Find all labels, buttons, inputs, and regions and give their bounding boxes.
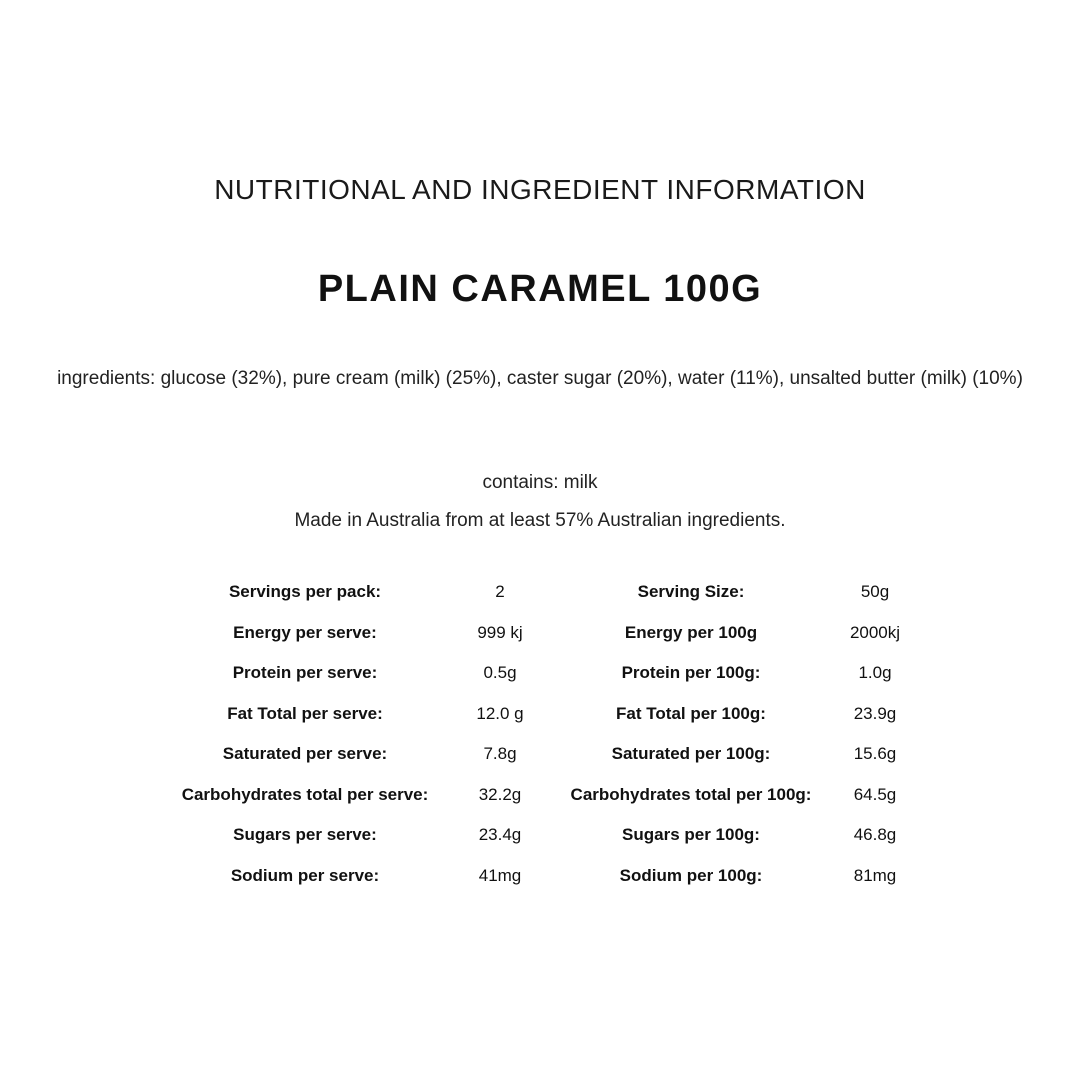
nutrient-value-per-serve: 12.0 g: [476, 703, 524, 723]
nutrient-value-per-serve: 999 kj: [477, 622, 523, 642]
nutrient-value-per-100g: 64.5g: [853, 784, 897, 804]
product-title: PLAIN CARAMEL 100G: [317, 268, 763, 310]
nutrition-row: [0, 694, 1080, 735]
nutrient-value-per-serve: 2: [495, 582, 505, 601]
section-heading: NUTRITIONAL AND INGREDIENT INFORMATION: [214, 174, 866, 205]
nutrient-label-per-100g: Saturated per 100g:: [611, 744, 771, 763]
nutrition-row: [0, 653, 1080, 694]
nutrition-row: [0, 572, 1080, 613]
nutrient-value-per-serve: 7.8g: [483, 744, 517, 763]
nutrient-value-per-100g: 15.6g: [853, 744, 897, 763]
nutrient-label-per-100g: Energy per 100g: [624, 622, 758, 642]
nutrient-label-per-serve: Energy per serve:: [233, 622, 377, 642]
ingredients-text: ingredients: glucose (32%), pure cream (milk) (25%), caster sugar (20%), water (11%), unsalted butter (milk) (10%): [57, 368, 1023, 389]
nutrient-label-per-serve: Protein per serve:: [232, 663, 378, 682]
nutrient-label-per-100g: Sugars per 100g:: [622, 825, 760, 844]
nutrition-row: [0, 856, 1080, 897]
nutrient-value-per-serve: 41mg: [478, 865, 522, 885]
nutrient-value-per-100g: 23.9g: [853, 703, 897, 723]
nutrient-label-per-100g: Sodium per 100g:: [619, 865, 763, 885]
nutrient-value-per-100g: 46.8g: [853, 825, 897, 844]
nutrient-label-per-100g: Serving Size:: [637, 582, 745, 601]
nutrient-label-per-serve: Carbohydrates total per serve:: [181, 784, 429, 804]
nutrient-value-per-100g: 2000kj: [849, 622, 901, 642]
nutrition-row: [0, 613, 1080, 654]
allergen-statement: contains: milk: [482, 472, 598, 493]
nutrition-row: [0, 815, 1080, 856]
nutrient-value-per-100g: 1.0g: [858, 663, 892, 682]
nutrition-row: [0, 775, 1080, 816]
nutrient-label-per-serve: Servings per pack:: [228, 582, 382, 601]
nutrient-label-per-serve: Sodium per serve:: [230, 865, 380, 885]
nutrient-label-per-100g: Protein per 100g:: [621, 663, 761, 682]
nutrition-row: [0, 734, 1080, 775]
nutrient-value-per-100g: 50g: [860, 582, 890, 601]
nutrient-label-per-serve: Sugars per serve:: [233, 825, 377, 844]
nutrient-label-per-100g: Carbohydrates total per 100g:: [570, 784, 812, 804]
country-of-origin-statement: Made in Australia from at least 57% Australian ingredients.: [294, 510, 786, 531]
nutrient-label-per-100g: Fat Total per 100g:: [616, 703, 766, 723]
nutrient-value-per-100g: 81mg: [853, 865, 897, 885]
nutrition-table: [0, 572, 1080, 896]
nutrient-label-per-serve: Saturated per serve:: [222, 744, 388, 763]
nutrient-value-per-serve: 0.5g: [483, 663, 517, 682]
nutrient-label-per-serve: Fat Total per serve:: [227, 703, 383, 723]
nutrient-value-per-serve: 32.2g: [478, 784, 522, 804]
nutrient-value-per-serve: 23.4g: [478, 825, 522, 844]
